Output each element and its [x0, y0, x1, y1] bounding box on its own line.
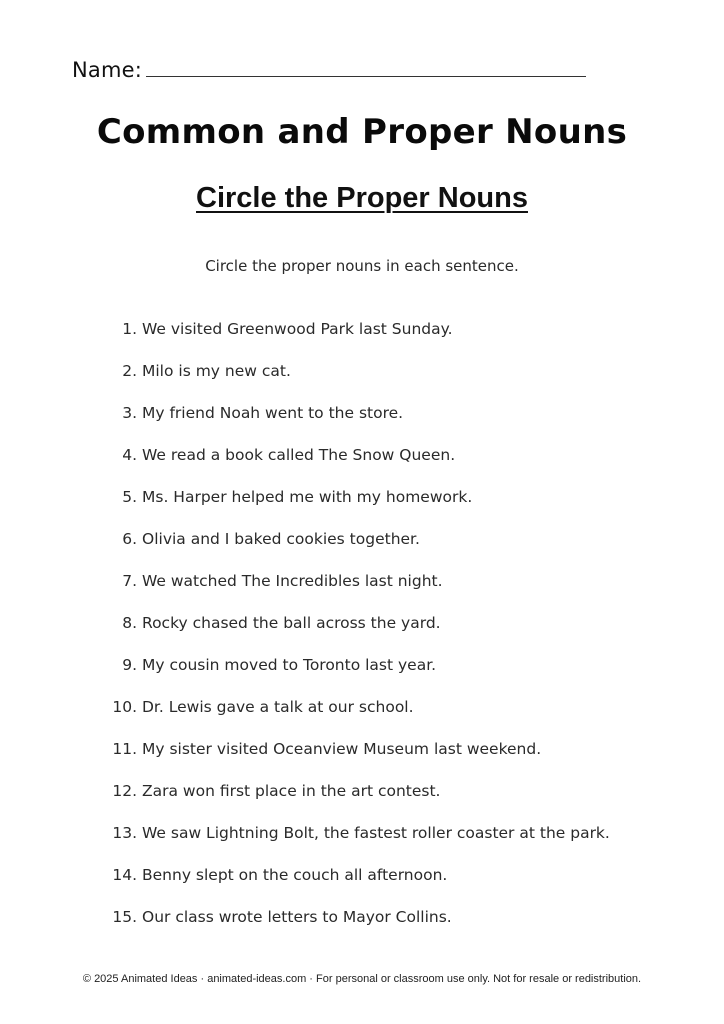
sentence-text: We visited Greenwood Park last Sunday.: [142, 320, 453, 338]
sentence-item: [110, 614, 610, 656]
sentence-item: [110, 530, 610, 572]
copyright-footer: © 2025 Animated Ideas · animated-ideas.com · For personal or classroom use only. Not for resale or redistribution.: [82, 973, 642, 985]
sentence-number: 6.: [122, 530, 137, 548]
sentence-item: [110, 824, 610, 866]
sentence-item: [110, 740, 610, 782]
sentence-number: 15.: [112, 908, 137, 926]
sentence-text: Zara won first place in the art contest.: [142, 782, 441, 800]
sentence-text: Benny slept on the couch all afternoon.: [142, 866, 448, 884]
sentence-number: 10.: [112, 698, 137, 716]
sentence-item: [110, 320, 610, 362]
sentence-text: Olivia and I baked cookies together.: [142, 530, 420, 548]
name-field: [72, 58, 586, 82]
sentence-number: 1.: [122, 320, 137, 338]
sentence-text: My friend Noah went to the store.: [142, 404, 404, 422]
sentence-number: 11.: [112, 740, 137, 758]
sentence-text: Ms. Harper helped me with my homework.: [142, 488, 473, 506]
sentence-item: [110, 488, 610, 530]
sentence-number: 3.: [122, 404, 137, 422]
sentence-text: Our class wrote letters to Mayor Collins.: [142, 908, 452, 926]
sentence-number: 2.: [122, 362, 137, 380]
sentence-item: [110, 446, 610, 488]
name-blank-line[interactable]: [146, 60, 586, 77]
sentence-list: [110, 320, 610, 950]
sentence-item: [110, 656, 610, 698]
subtitle-text: Circle the Proper Nouns: [196, 182, 528, 214]
sentence-text: We watched The Incredibles last night.: [142, 572, 443, 590]
sentence-text: Rocky chased the ball across the yard.: [142, 614, 441, 632]
sentence-number: 4.: [122, 446, 137, 464]
worksheet-subtitle: [0, 182, 724, 215]
sentence-number: 12.: [112, 782, 137, 800]
sentence-number: 9.: [122, 656, 137, 674]
sentence-text: We read a book called The Snow Queen.: [142, 446, 456, 464]
sentence-number: 8.: [122, 614, 137, 632]
sentence-item: [110, 698, 610, 740]
name-label: Name:: [72, 58, 143, 82]
sentence-item: [110, 866, 610, 908]
sentence-number: 5.: [122, 488, 137, 506]
sentence-text: We saw Lightning Bolt, the fastest roller coaster at the park.: [142, 824, 610, 842]
sentence-number: 7.: [122, 572, 137, 590]
sentence-text: My sister visited Oceanview Museum last weekend.: [142, 740, 542, 758]
sentence-text: Dr. Lewis gave a talk at our school.: [142, 698, 414, 716]
sentence-number: 13.: [112, 824, 137, 842]
sentence-text: My cousin moved to Toronto last year.: [142, 656, 437, 674]
sentence-number: 14.: [112, 866, 137, 884]
sentence-item: [110, 572, 610, 614]
instructions: Circle the proper nouns in each sentence.: [205, 257, 519, 275]
sentence-item: [110, 908, 610, 950]
worksheet-title: Common and Proper Nouns: [96, 112, 628, 152]
sentence-item: [110, 782, 610, 824]
sentence-text: Milo is my new cat.: [142, 362, 291, 380]
sentence-item: [110, 362, 610, 404]
sentence-item: [110, 404, 610, 446]
